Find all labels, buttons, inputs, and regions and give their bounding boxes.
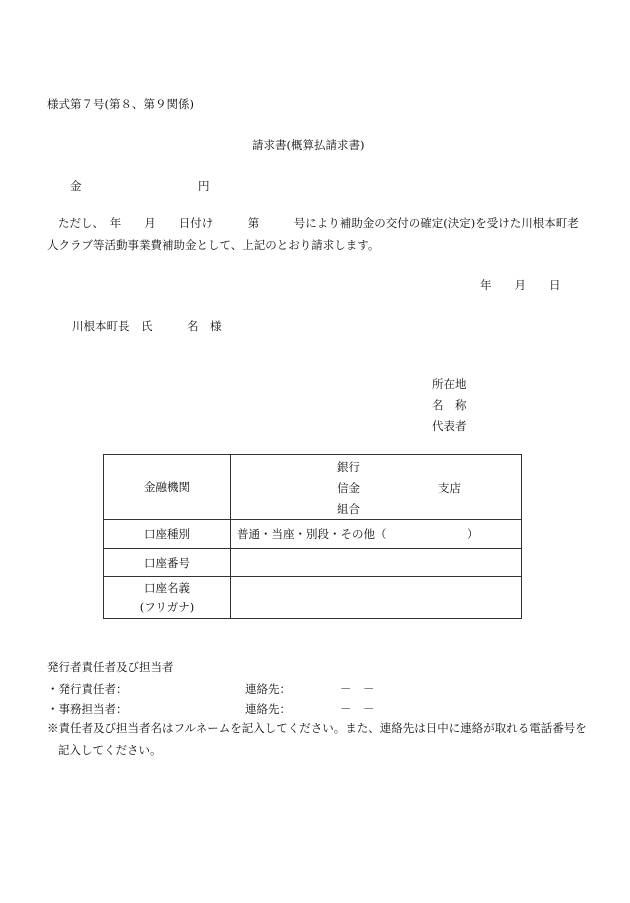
issuer-heading: 発行者責任者及び担当者 xyxy=(47,660,174,674)
address-label: 所在地 xyxy=(432,377,467,391)
kumiai-type: 組合 xyxy=(337,502,360,516)
institution-cell xyxy=(231,455,522,520)
account-holder-cell[interactable] xyxy=(231,577,522,619)
account-type-options: 普通・当座・別段・その他（ ） xyxy=(231,520,522,549)
responsible-contact-label: 連絡先： xyxy=(245,682,291,696)
responsible-phone: － － xyxy=(340,682,375,696)
institution-label: 金融機関 xyxy=(104,455,231,520)
table-row xyxy=(104,455,522,520)
account-holder-label-cell xyxy=(104,577,231,619)
form-reference: 様式第７号(第８、第９関係) xyxy=(47,97,194,111)
amount-label: 金 xyxy=(70,179,82,193)
table-row xyxy=(104,520,522,549)
branch-label: 支店 xyxy=(438,481,461,495)
name-label: 名 称 xyxy=(432,398,467,412)
account-type-label: 口座種別 xyxy=(104,520,231,549)
representative-label: 代表者 xyxy=(432,419,467,433)
shinkin-type: 信金 xyxy=(337,481,360,495)
bank-account-table xyxy=(103,454,522,619)
date-line: 年 月 日 xyxy=(480,278,561,292)
table-row xyxy=(104,577,522,619)
staff-phone: － － xyxy=(340,702,375,716)
document-title: 請求書(概算払請求書) xyxy=(252,138,365,152)
staff-role: ・事務担当者： xyxy=(47,702,128,716)
addressee: 川根本町長 氏 名 様 xyxy=(72,319,222,333)
responsible-role: ・発行責任者： xyxy=(47,682,128,696)
body-paragraph: ただし、 年 月 日付け 第 号により補助金の交付の確定(決定)を受けた川根本町老人クラブ等活動事業費補助金として、上記のとおり請求します。 xyxy=(47,216,579,252)
furigana-label: (フリガナ) xyxy=(139,599,195,614)
staff-contact-label: 連絡先： xyxy=(245,702,291,716)
account-number-cell[interactable] xyxy=(231,549,522,577)
bank-type: 銀行 xyxy=(337,460,360,474)
account-number-label: 口座番号 xyxy=(104,549,231,577)
table-row xyxy=(104,549,522,577)
amount-unit: 円 xyxy=(198,179,210,193)
account-holder-label: 口座名義 xyxy=(144,580,190,595)
issuer-note: ※責任者及び担当者名はフルネームを記入してください。また、連絡先は日中に連絡が取れる電話番号を記入してください。 xyxy=(47,721,587,757)
